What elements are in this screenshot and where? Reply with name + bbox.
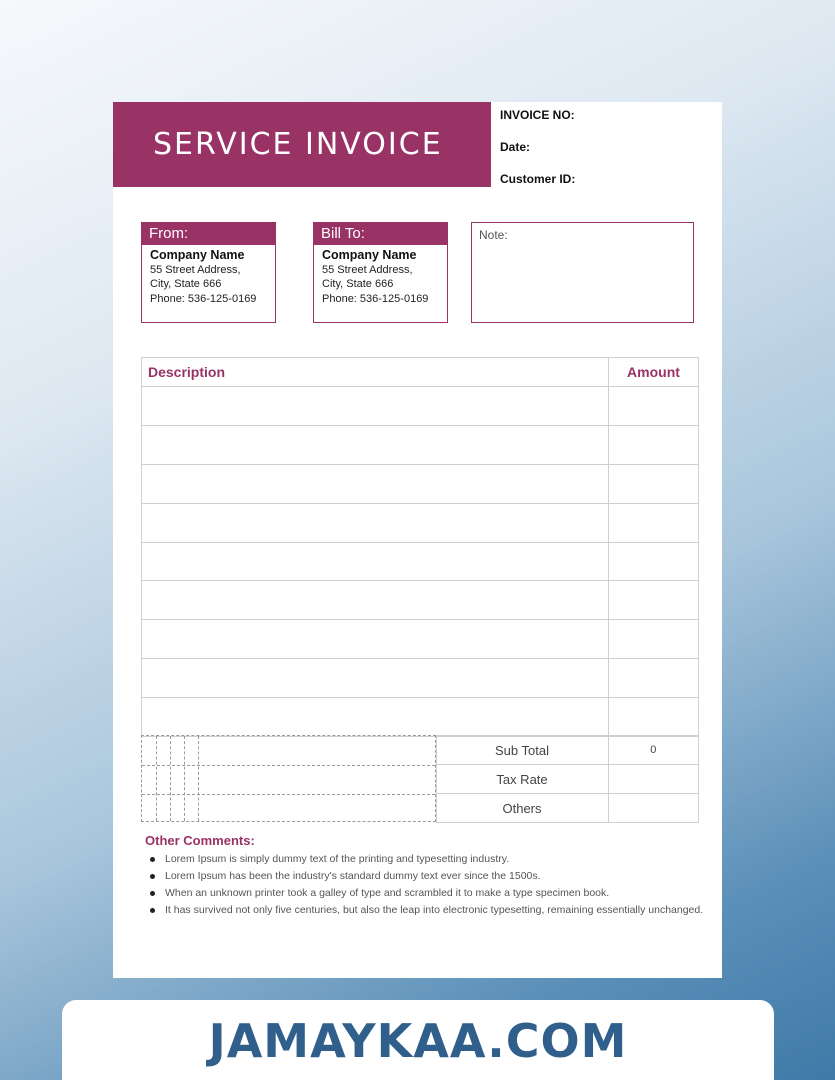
bill-to-address: 55 Street Address, [322,263,413,276]
table-row [142,659,699,698]
bill-to-phone: Phone: 536-125-0169 [322,292,429,305]
amount-cell[interactable] [609,698,699,737]
date-label: Date: [500,140,531,154]
description-cell[interactable] [142,464,609,503]
totals-row [141,736,699,765]
invoice-no-label: INVOICE NO: [500,108,575,122]
from-heading: From: [142,223,275,245]
site-watermark-text: JAMAYKAA.COM [208,1014,628,1068]
list-item: It has survived not only five centuries, but also the leap into electronic typesetting, remaining essentially unchanged. [145,902,705,919]
list-item: Lorem Ipsum is simply dummy text of the printing and typesetting industry. [145,851,705,868]
list-item: Lorem Ipsum has been the industry's standard dummy text ever since the 1500s. [145,868,705,885]
subtotal-label: Sub Total [436,736,608,765]
description-cell[interactable] [142,425,609,464]
table-row [142,387,699,426]
from-city: City, State 666 [150,278,222,290]
amount-cell[interactable] [609,659,699,698]
amount-cell[interactable] [609,425,699,464]
note-box[interactable] [471,222,694,323]
amount-cell[interactable] [609,542,699,581]
items-table [141,357,699,737]
from-box [141,222,276,323]
amount-cell[interactable] [609,620,699,659]
amount-header: Amount [609,358,699,387]
table-row [142,503,699,542]
description-cell[interactable] [142,387,609,426]
description-cell[interactable] [142,542,609,581]
amount-cell[interactable] [609,503,699,542]
invoice-meta [500,108,575,204]
note-label: Note: [479,228,508,242]
bill-to-box [313,222,448,323]
invoice-title: SERVICE INVOICE [153,127,443,162]
comments-list [145,851,705,919]
from-phone: Phone: 536-125-0169 [150,292,257,305]
description-cell[interactable] [142,503,609,542]
description-cell[interactable] [142,698,609,737]
totals-table [141,735,699,823]
amount-cell[interactable] [609,464,699,503]
bill-to-company: Company Name [322,248,417,262]
table-row [142,425,699,464]
other-comments [145,833,705,919]
table-row [142,620,699,659]
table-row [142,698,699,737]
totals-row [141,765,699,794]
tax-rate-value[interactable] [608,765,699,794]
invoice-page [113,102,722,978]
table-row [142,542,699,581]
amount-cell[interactable] [609,387,699,426]
title-band [113,102,491,187]
others-label: Others [436,794,608,823]
description-cell[interactable] [142,620,609,659]
table-row [142,464,699,503]
site-banner [62,1000,774,1080]
amount-cell[interactable] [609,581,699,620]
description-cell[interactable] [142,581,609,620]
table-header [142,358,699,387]
comments-heading: Other Comments: [145,833,255,848]
subtotal-value[interactable]: 0 [608,736,699,765]
table-row [142,581,699,620]
customer-id-label: Customer ID: [500,172,576,186]
list-item: When an unknown printer took a galley of type and scrambled it to make a type specimen book. [145,885,705,902]
from-address: 55 Street Address, [150,263,241,276]
description-header: Description [142,358,609,387]
tax-rate-label: Tax Rate [436,765,608,794]
description-cell[interactable] [142,659,609,698]
from-company: Company Name [150,248,245,262]
others-value[interactable] [608,794,699,823]
bill-to-heading: Bill To: [314,223,447,245]
bill-to-city: City, State 666 [322,278,394,290]
totals-row [141,794,699,823]
